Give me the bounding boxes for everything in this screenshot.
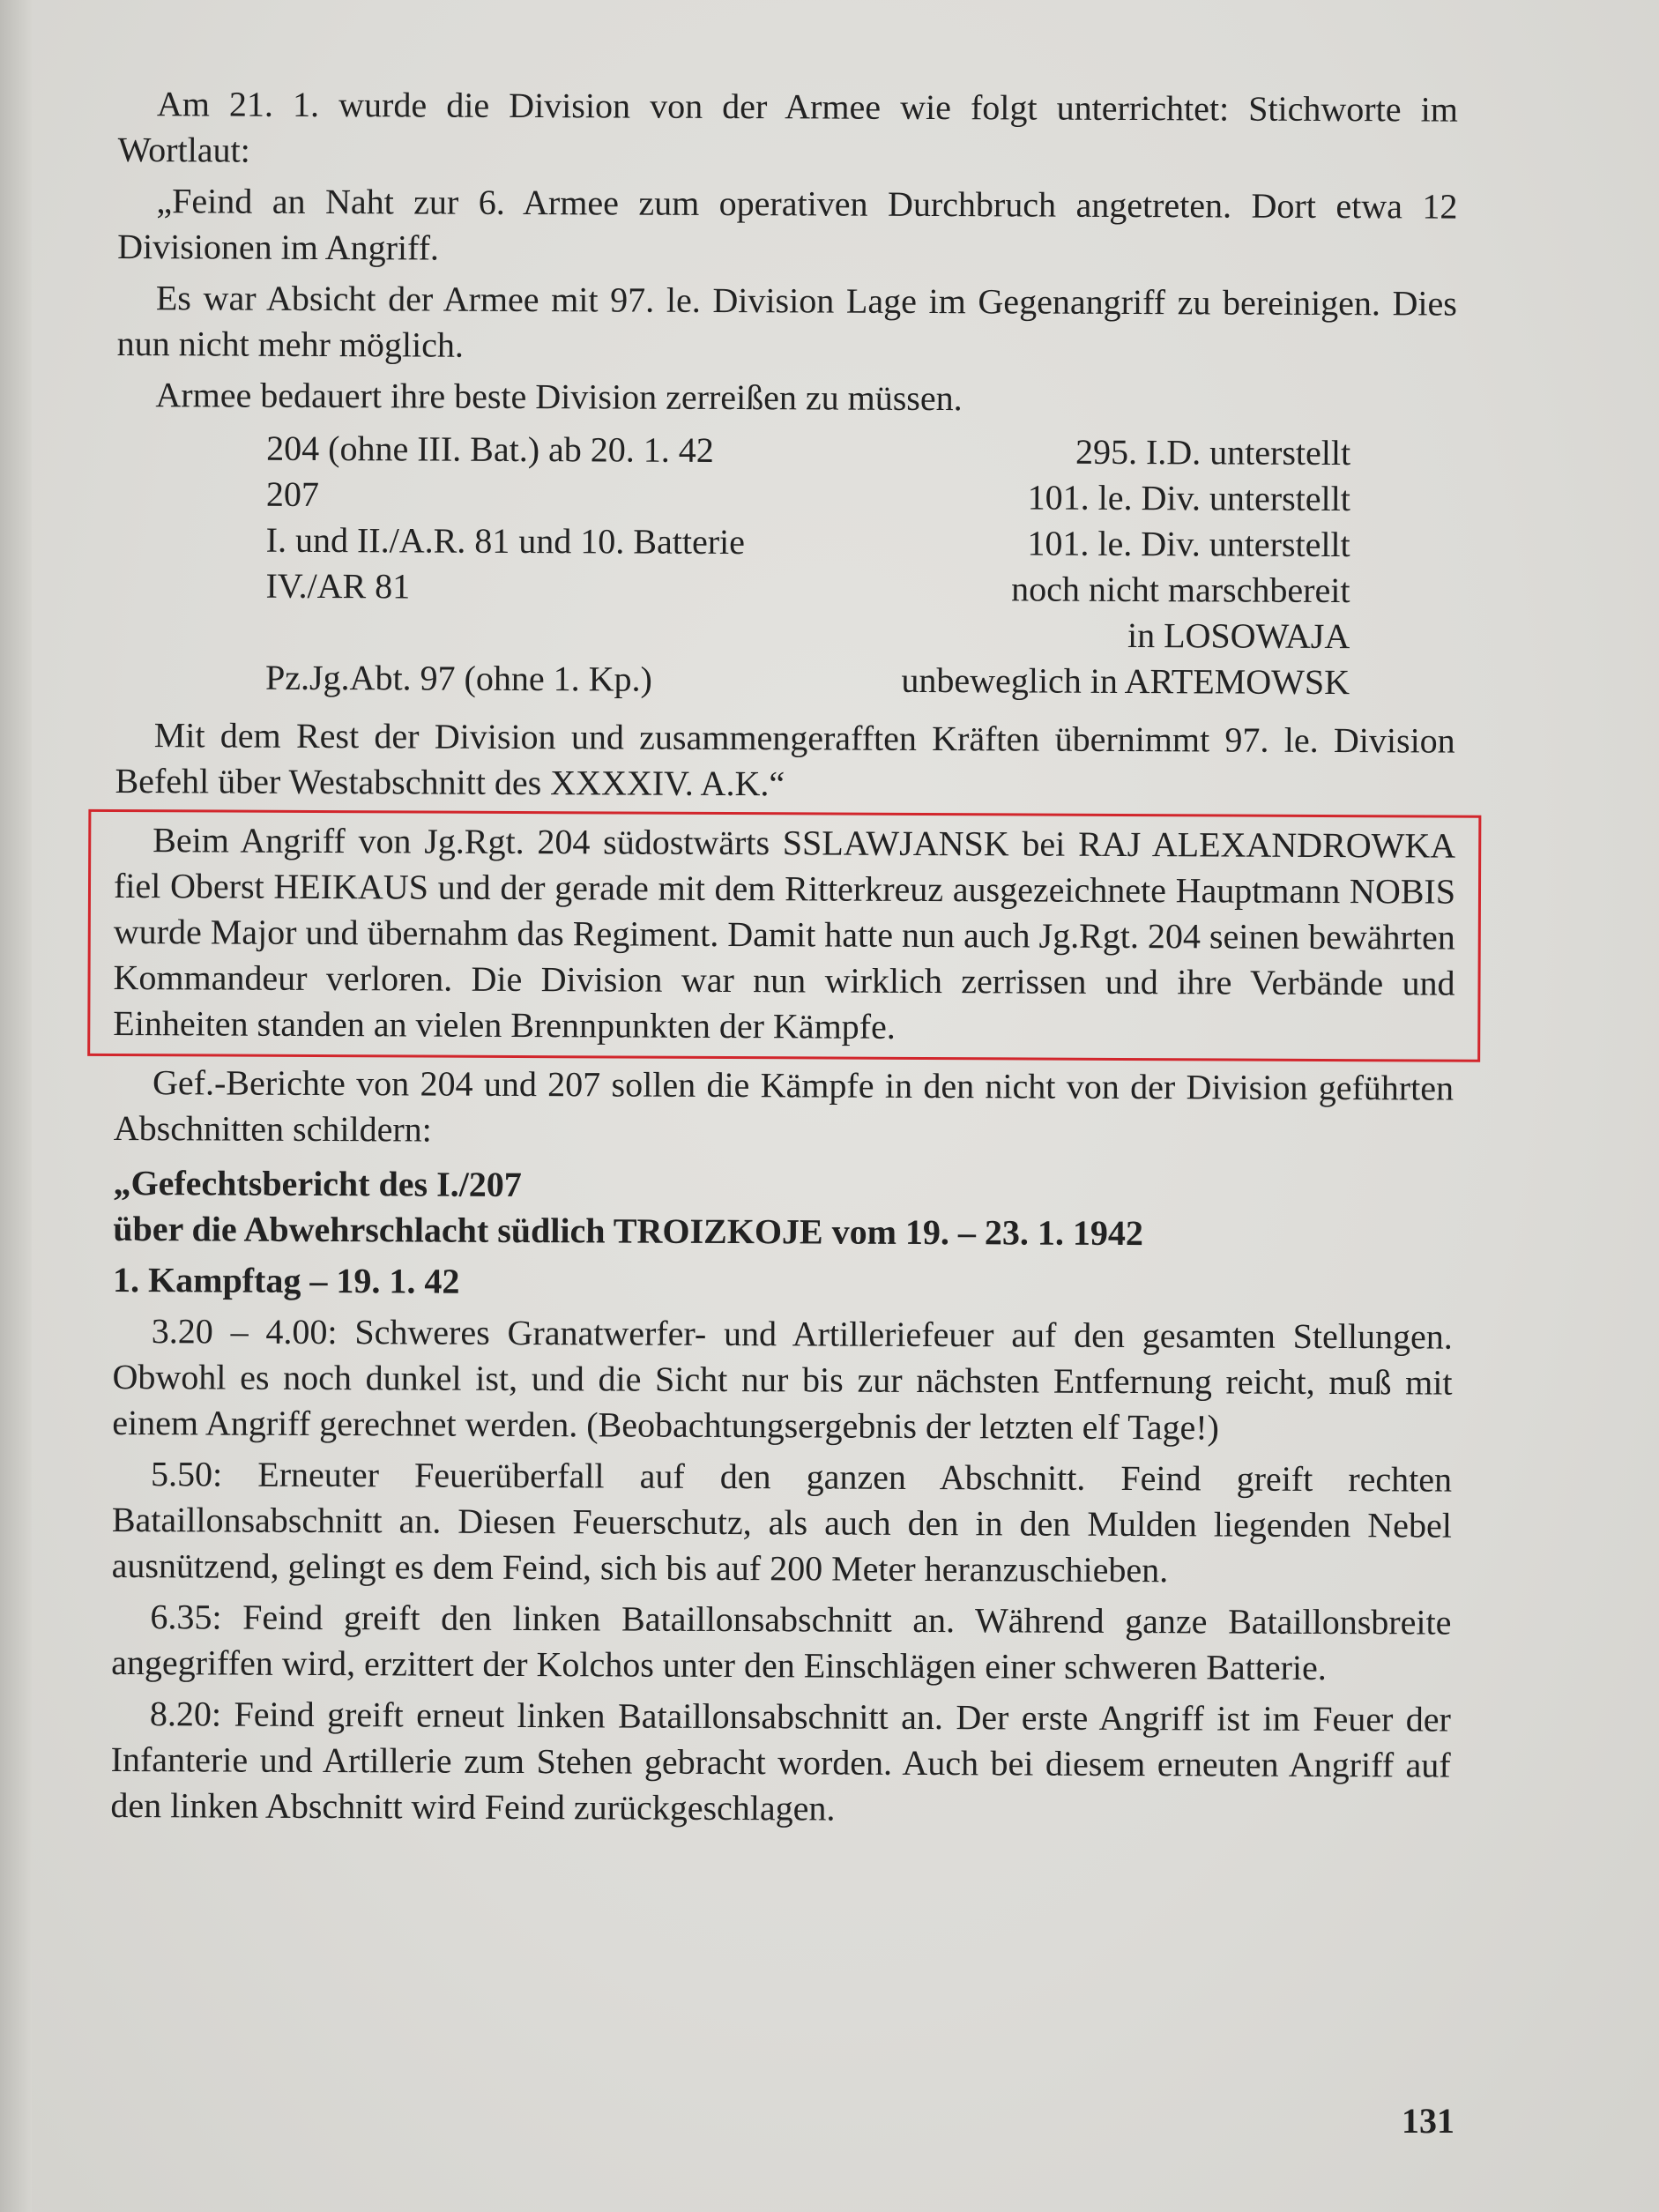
unit-cell: IV./AR 81 (265, 565, 411, 607)
page-text-block (110, 81, 1458, 1840)
highlighted-paragraph: Beim Angriff von Jg.Rgt. 204 südostwärts SSLAWJANSK bei RAJ ALEXANDROWKA fiel Oberst HEIKAUS und der gerade mit dem Ritterkreuz ausgezeichnete Hauptmann NOBIS wurde Major und übernahm das Regiment. Damit hatte nun auch Jg.Rgt. 204 seinen bewährten Kommandeur verloren. Die Division war nun wirklich zerrissen und ihre Verbände und Einheiten standen an vielen Brennpunkten der Kämpfe. (113, 820, 1456, 1046)
table-row (265, 655, 1350, 705)
unit-allocation-table (265, 426, 1350, 705)
page-number: 131 (1402, 2101, 1454, 2141)
table-row (265, 609, 1350, 659)
status-cell: 101. le. Div. unterstellt (1027, 477, 1351, 519)
status-cell: 101. le. Div. unterstellt (1027, 523, 1350, 565)
report-entry: 6.35: Feind greift den linken Bataillonsabschnitt an. Während ganze Bataillonsbreite angegriffen wird, erzittert der Kolchos unter den Einschlägen einer schweren Batterie. (111, 1597, 1452, 1687)
table-row (266, 518, 1350, 568)
status-cell: 295. I.D. unterstellt (1075, 431, 1351, 473)
unit-cell (265, 609, 825, 658)
status-cell: noch nicht marschbereit (1011, 569, 1350, 611)
status-cell: unbeweglich in ARTEMOWSK (901, 659, 1350, 703)
highlighted-passage (87, 809, 1481, 1062)
paragraph-army-regret: Armee bedauert ihre beste Division zerreißen zu müssen. (155, 375, 963, 419)
report-subtitle: über die Abwehrschlacht südlich TROIZKOJE vom 19. – 23. 1. 1942 (113, 1208, 1144, 1254)
unit-cell: Pz.Jg.Abt. 97 (ohne 1. Kp.) (264, 657, 653, 699)
status-cell: in LOSOWAJA (1127, 615, 1350, 657)
unit-cell: I. und II./A.R. 81 und 10. Batterie (265, 519, 746, 562)
unit-cell: 207 (265, 473, 320, 514)
report-entry: 8.20: Feind greift erneut linken Bataillonsabschnitt an. Der erste Angriff ist im Feuer der Infanterie und Artillerie zum Stehen gebracht worden. Auch bei diesem erneuten Angriff auf den linken Abschnitt wird Feind zurückgeschlagen. (110, 1694, 1452, 1828)
paragraph-intro: Am 21. 1. wurde die Division von der Armee wie folgt unterrichtet: Stichworte im Wortlaut: (117, 84, 1458, 170)
report-day-heading: 1. Kampftag – 19. 1. 42 (112, 1259, 460, 1301)
report-title: „Gefechtsbericht des I./207 (113, 1162, 522, 1205)
paragraph-army-intent: Es war Absicht der Armee mit 97. le. Division Lage im Gegenangriff zu bereinigen. Dies nun nicht mehr möglich. (116, 278, 1458, 365)
paragraph-quote-start: „Feind an Naht zur 6. Armee zum operativen Durchbruch angetreten. Dort etwa 12 Divisionen im Angriff. (117, 181, 1458, 268)
table-row (266, 426, 1350, 476)
report-entry: 3.20 – 4.00: Schweres Granatwerfer- und Artilleriefeuer auf den gesamten Stellungen. Obwohl es noch dunkel ist, und die Sicht nur bis zur nächsten Entfernung reicht, muß mit einem Angriff gerechnet werden. (Beobachtungsergebnis der letzten elf Tage!) (112, 1311, 1453, 1448)
paragraph-rest-of-division: Mit dem Rest der Division und zusammengerafften Kräften übernimmt 97. le. Division Befehl über Westabschnitt des XXXXIV. A.K.“ (115, 715, 1455, 804)
paragraph-reports-intro: Gef.-Berichte von 204 und 207 sollen die Kämpfe in den nicht von der Division geführten Abschnitten schildern: (113, 1062, 1454, 1150)
unit-cell: 204 (ohne III. Bat.) ab 20. 1. 42 (266, 428, 714, 470)
report-entry: 5.50: Erneuter Feuerüberfall auf den ganzen Abschnitt. Feind greift rechten Bataillonsabschnitt an. Diesen Feuerschutz, als auch den in den Mulden liegenden Nebel ausnützend, gelingt es dem Feind, sich bis auf 200 Meter heranzuschieben. (111, 1454, 1453, 1590)
table-row (266, 472, 1350, 522)
table-row (265, 563, 1350, 614)
